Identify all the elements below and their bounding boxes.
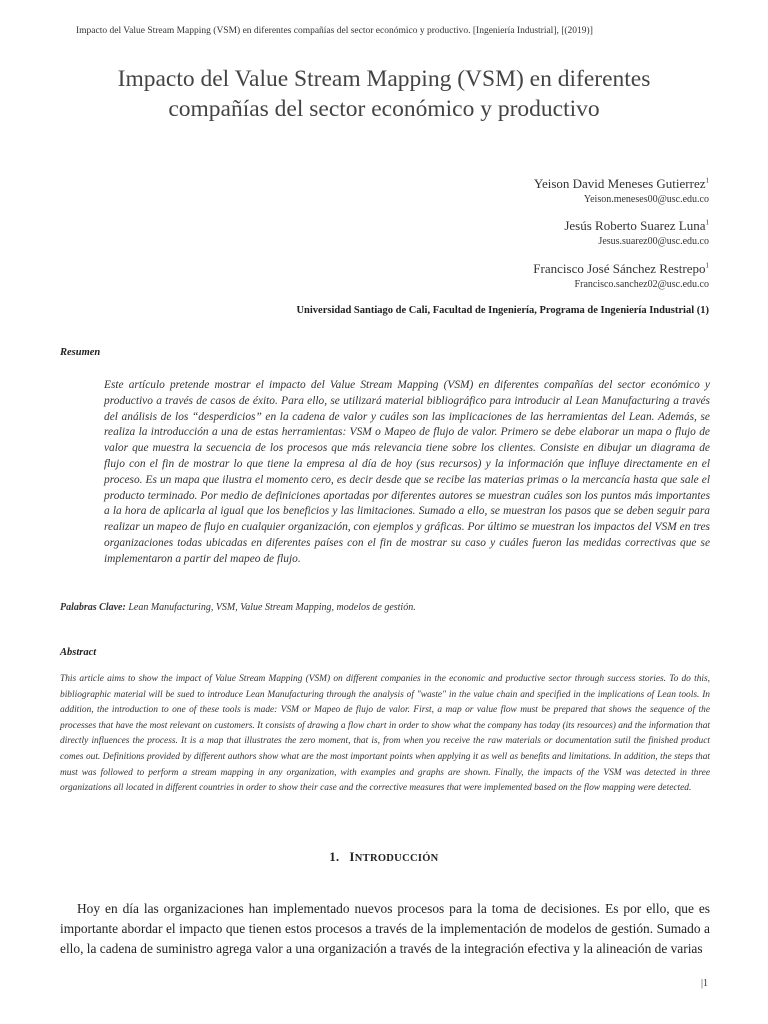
- keywords-label: Palabras Clave:: [60, 602, 126, 613]
- title-line-2: compañías del sector económico y productivo: [168, 96, 600, 122]
- author-email-3: Francisco.sanchez02@usc.edu.co: [574, 279, 709, 290]
- introduction-heading: [0, 849, 768, 865]
- author-email-2: Jesus.suarez00@usc.edu.co: [598, 236, 709, 247]
- affiliation: Universidad Santiago de Cali, Facultad de Ingeniería, Programa de Ingeniería Industrial (1): [296, 305, 709, 316]
- introduction-initial: I: [349, 849, 355, 864]
- keywords-text: Lean Manufacturing, VSM, Value Stream Mapping, modelos de gestión.: [128, 602, 416, 613]
- paper-title: [60, 64, 708, 124]
- author-name-1: [534, 176, 709, 192]
- author-name-2: [564, 218, 709, 234]
- introduction-title-rest: NTRODUCCIÓN: [354, 853, 439, 864]
- resumen-body: Este artículo pretende mostrar el impacto del Value Stream Mapping (VSM) en diferentes compañías del sector económico y productivo a través de casos de éxito. Para ello, se utilizará material bibliográfico para introducir al Lean Manufacturing a través del análisis de los “desperdicios” en la cadena de valor y cuáles son las implicaciones de las herramientas del Lean. Además, se realiza la introducción a una de estas herramientas: VSM o Mapeo de flujo de valor. Primero se debe elaborar un mapa o flujo de valor que muestra la secuencia de los procesos que más relevancia tiene sobre los clientes. Consiste en dibujar un diagrama de flujo con el fin de mostrar lo que tiene la empresa al día de hoy (sus recursos) y la información que influye directamente en el proceso. Es un mapa que ilustra el momento cero, es decir desde que se recibe las materias primas o la mercancía hasta que sale el producto terminado. Por medio de definiciones aportadas por diferentes autores se muestran cuáles son los puntos más importantes a la hora de aplicarla al igual que los beneficios y las limitaciones. Sumado a ello, se muestran los pasos que se deben seguir para realizar un mapeo de flujo en cualquier organización, con ejemplos y gráficas. Por último se muestran los impactos del VSM en tres organizaciones todas ubicadas en diferentes países con el fin de mostrar su caso y cuáles fueron las medidas correctivas que se implementaron a partir del mapeo de flujo.: [104, 379, 710, 565]
- introduction-paragraph: Hoy en día las organizaciones han implementado nuevos procesos para la toma de decisiones. Es por ello, que es importante abordar el impacto que tienen estos procesos a través de la implementación de modelos de gestión. Sumado a ello, la cadena de suministro agrega valor a una organización a través de la integración efectiva y la alineación de varias: [60, 901, 710, 956]
- author-1-name-text: Yeison David Meneses Gutierrez: [533, 176, 706, 191]
- author-2-name-text: Jesús Roberto Suarez Luna: [564, 218, 706, 233]
- author-3-affiliation-mark: 1: [705, 261, 709, 270]
- abstract-heading: Abstract: [60, 647, 97, 658]
- author-2-affiliation-mark: 1: [705, 218, 709, 227]
- author-3-name-text: Francisco José Sánchez Restrepo: [533, 261, 706, 276]
- keywords: [60, 602, 416, 613]
- running-header: Impacto del Value Stream Mapping (VSM) en diferentes compañías del sector económico y productivo. [Ingeniería Industrial], [(2019)]: [76, 26, 593, 36]
- abstract-body: This article aims to show the impact of Value Stream Mapping (VSM) on different companies in the economic and productive sector through success stories. To do this, bibliographic material will be sued to introduce Lean Manufacturing through the analysis of "waste" in the value chain and specified in the implications of Lean tools. In addition, the introduction to one of these tools is made: VSM or Mapeo de flujo de valor. First, a map or value flow must be prepared that shows the sequence of the processes that have the most relevant on customers. It consists of drawing a flow chart in order to show what the company has today (its resources) and the information that directly influences the process. It is a map that illustrates the zero moment, that is, from when you receive the raw materials or documentation sutil the finished product comes out. Definitions provided by different authors show what are the most important points when applying it as well as benefits and limitations. In addition, the steps that must was followed to perform a stream mapping in any organization, with examples and graphs are shown. Finally, the impacts of the VSM was detected in three organizations all located in different countries in order to show their case and the corrective measures that were implemented based on the flow mapping were detected.: [60, 674, 710, 794]
- author-email-1: Yeison.meneses00@usc.edu.co: [583, 194, 709, 205]
- author-1-affiliation-mark: 1: [705, 176, 709, 185]
- introduction-number: 1.: [329, 850, 340, 864]
- page-number: |1: [700, 978, 708, 989]
- title-line-1: Impacto del Value Stream Mapping (VSM) en diferentes: [117, 66, 651, 92]
- resumen-heading: Resumen: [60, 347, 101, 358]
- author-name-3: [533, 261, 709, 277]
